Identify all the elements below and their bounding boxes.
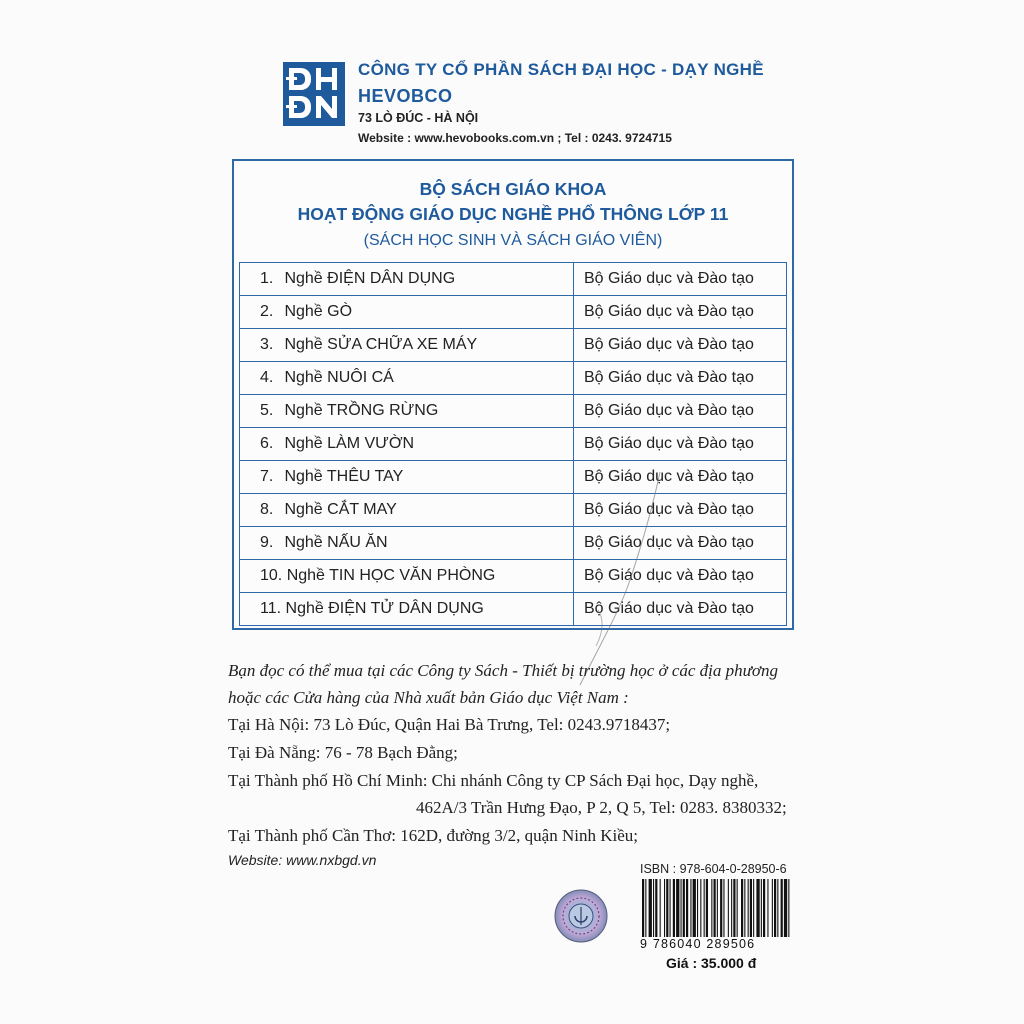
book-author: Bộ Giáo dục và Đào tạo — [574, 395, 787, 428]
book-number: 5. — [260, 402, 274, 419]
book-title: Nghề GÒ — [284, 303, 353, 320]
table-row — [240, 362, 787, 395]
book-list-table — [239, 262, 787, 626]
distribution-intro-line2: hoặc các Cửa hàng của Nhà xuất bản Giáo dục Việt Nam : — [228, 688, 629, 707]
address-hcm: Tại Thành phố Hồ Chí Minh: Chi nhánh Công ty CP Sách Đại học, Dạy nghề, — [228, 771, 759, 790]
address-cantho: Tại Thành phố Cần Thơ: 162D, đường 3/2, quận Ninh Kiều; — [228, 826, 638, 845]
book-title: Nghề NUÔI CÁ — [284, 369, 394, 386]
book-title: Nghề ĐIỆN DÂN DỤNG — [284, 270, 456, 287]
dhdn-logo-icon — [283, 62, 345, 126]
series-title-line2: HOẠT ĐỘNG GIÁO DỤC NGHỀ PHỔ THÔNG LỚP 11 — [297, 204, 729, 224]
book-author: Bộ Giáo dục và Đào tạo — [574, 461, 787, 494]
barcode-icon — [640, 879, 792, 937]
book-title: Nghề ĐIỆN TỬ DÂN DỤNG — [285, 600, 484, 617]
book-author: Bộ Giáo dục và Đào tạo — [574, 296, 787, 329]
series-subtitle: (SÁCH HỌC SINH VÀ SÁCH GIÁO VIÊN) — [363, 232, 663, 249]
book-author: Bộ Giáo dục và Đào tạo — [574, 527, 787, 560]
table-row — [240, 461, 787, 494]
book-title: Nghề CẮT MAY — [284, 501, 397, 518]
book-number: 8. — [260, 501, 274, 518]
book-author: Bộ Giáo dục và Đào tạo — [574, 263, 787, 296]
book-number: 9. — [260, 534, 274, 551]
book-title: Nghề TRỒNG RỪNG — [284, 402, 439, 419]
isbn-label: ISBN : 978-604-0-28950-6 — [640, 862, 787, 876]
book-author: Bộ Giáo dục và Đào tạo — [574, 494, 787, 527]
table-row — [240, 560, 787, 593]
table-row — [240, 395, 787, 428]
book-number: 11. — [260, 600, 282, 617]
book-title: Nghề LÀM VƯỜN — [284, 435, 415, 452]
book-author: Bộ Giáo dục và Đào tạo — [574, 329, 787, 362]
publisher-address: 73 LÒ ĐÚC - HÀ NỘI — [358, 111, 479, 125]
address-hanoi: Tại Hà Nội: 73 Lò Đúc, Quận Hai Bà Trưng, Tel: 0243.9718437; — [228, 715, 671, 734]
book-series-box — [232, 159, 794, 630]
book-number: 10. — [260, 567, 283, 584]
barcode-digits: 9 786040 289506 — [640, 937, 756, 951]
publisher-contact: Website : www.hevobooks.com.vn ; Tel : 0243. 9724715 — [358, 131, 672, 145]
book-number: 2. — [260, 303, 274, 320]
nxbgd-website: Website: www.nxbgd.vn — [228, 852, 377, 868]
table-row — [240, 428, 787, 461]
book-number: 4. — [260, 369, 274, 386]
table-row — [240, 527, 787, 560]
table-row — [240, 593, 787, 626]
publisher-name: CÔNG TY CỔ PHẦN SÁCH ĐẠI HỌC - DẠY NGHỀ — [358, 60, 764, 79]
price-label: Giá : 35.000 đ — [666, 955, 757, 971]
table-row — [240, 296, 787, 329]
address-danang: Tại Đà Nẵng: 76 - 78 Bạch Đằng; — [228, 743, 458, 762]
address-hcm-line2: 462A/3 Trần Hưng Đạo, P 2, Q 5, Tel: 0283. 8380332; — [416, 798, 787, 817]
table-row — [240, 494, 787, 527]
table-row — [240, 329, 787, 362]
book-title: Nghề NẤU ĂN — [284, 534, 388, 551]
book-author: Bộ Giáo dục và Đào tạo — [574, 362, 787, 395]
book-author: Bộ Giáo dục và Đào tạo — [574, 428, 787, 461]
book-number: 6. — [260, 435, 274, 452]
book-author: Bộ Giáo dục và Đào tạo — [574, 560, 787, 593]
book-title: Nghề SỬA CHỮA XE MÁY — [284, 336, 478, 353]
book-number: 7. — [260, 468, 274, 485]
distribution-intro: Bạn đọc có thể mua tại các Công ty Sách - Thiết bị trường học ở các địa phương — [228, 661, 779, 680]
series-title: BỘ SÁCH GIÁO KHOA — [419, 179, 607, 199]
book-author: Bộ Giáo dục và Đào tạo — [574, 593, 787, 626]
book-number: 1. — [260, 270, 274, 287]
book-title: Nghề THÊU TAY — [284, 468, 404, 485]
publisher-short-name: HEVOBCO — [358, 86, 453, 106]
book-title: Nghề TIN HỌC VĂN PHÒNG — [286, 567, 496, 584]
book-number: 3. — [260, 336, 274, 353]
table-row — [240, 263, 787, 296]
hologram-seal-icon — [554, 889, 608, 943]
